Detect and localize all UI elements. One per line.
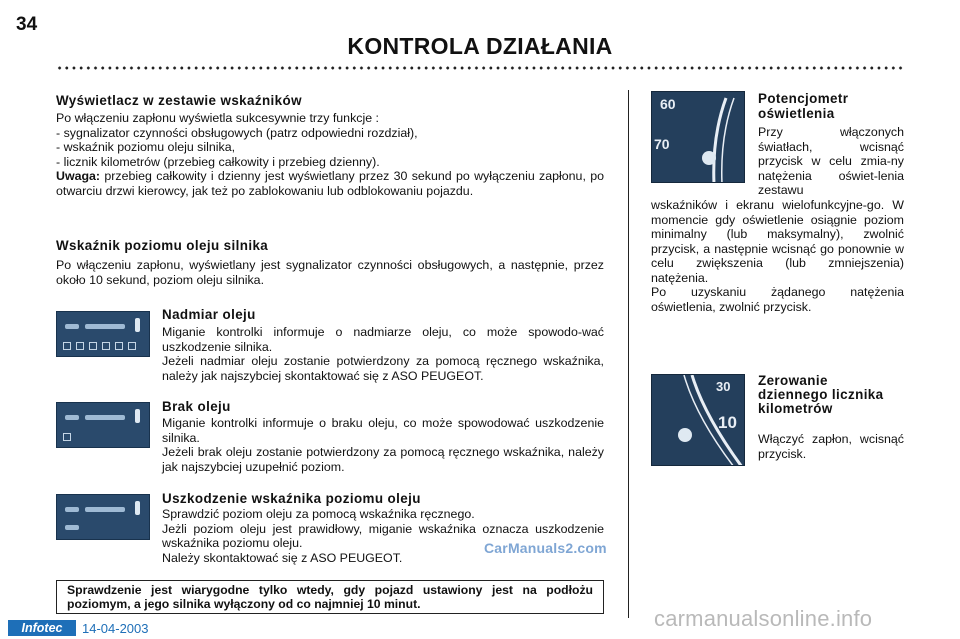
low-oil-display-image	[56, 402, 150, 448]
rheostat-gauge-image	[651, 91, 745, 183]
display-line: Po włączeniu zapłonu wyświetla sukcesywnie trzy funkcje :	[56, 111, 379, 125]
gauge-label: 10	[718, 413, 737, 432]
display-text	[56, 111, 604, 199]
trip-reset-text: Włączyć zapłon, wcisnąć przycisk.	[758, 432, 904, 461]
rheostat-after: Po uzyskaniu żądanego natężenia oświetlenia, zwolnić przycisk.	[651, 285, 904, 314]
trip-reset-gauge-image	[651, 374, 745, 466]
faulty-indicator-line: Sprawdzić poziom oleju za pomocą wskaźnika ręcznego.	[162, 507, 475, 521]
low-oil-text	[162, 416, 604, 474]
excess-oil-line: Jeżeli nadmiar oleju zostanie potwierdzony za pomocą ręcznego wskaźnika, należy jak najszybciej skontaktować się z ASO PEUGEOT.	[162, 354, 604, 383]
excess-oil-display-image	[56, 311, 150, 357]
faulty-indicator-display-image	[56, 494, 150, 540]
excess-oil-line: Miganie kontrolki informuje o nadmiarze oleju, co może spowodo-wać uszkodzenie silnika.	[162, 325, 604, 354]
trip-reset-heading: Zerowanie dziennego licznika kilometrów	[758, 373, 884, 416]
gauge-label: 30	[716, 379, 731, 394]
infotec-logo: Infotec	[8, 620, 76, 636]
dotted-divider	[56, 64, 904, 72]
gauge-label: 60	[660, 96, 676, 112]
excess-oil-heading: Nadmiar oleju	[162, 307, 256, 322]
display-line: - wskaźnik poziomu oleju silnika,	[56, 140, 236, 155]
faulty-indicator-line: Należy skontaktować się z ASO PEUGEOT.	[162, 550, 403, 565]
watermark-carmanualsonline: carmanualsonline.info	[654, 606, 873, 631]
faulty-indicator-heading: Uszkodzenie wskaźnika poziomu oleju	[162, 491, 421, 506]
rheostat-heading: Potencjometr oświetlenia	[758, 91, 849, 121]
faulty-indicator-line: Jeżli poziom oleju jest prawidłowy, miganie wskaźnika oznacza uszkodzenie wskaźnika poziomu oleju.	[162, 521, 604, 551]
column-divider	[628, 90, 629, 618]
oil-indicator-heading: Wskaźnik poziomu oleju silnika	[56, 238, 269, 253]
faulty-indicator-text	[162, 507, 604, 565]
low-oil-line: Jeżeli brak oleju zostanie potwierdzony za pomocą ręcznego wskaźnika, należy jak najszybciej uzupełnić poziom.	[162, 445, 604, 474]
display-line: - licznik kilometrów (przebieg całkowity i przebieg dzienny).	[56, 154, 380, 169]
watermark-carmanuals2: CarManuals2.com	[484, 540, 607, 556]
note-label: Uwaga:	[56, 169, 101, 184]
page-title: KONTROLA DZIAŁANIA	[347, 33, 613, 59]
gauge-label: 70	[654, 136, 670, 152]
footer-date: 14-04-2003	[82, 621, 149, 636]
display-note	[56, 169, 604, 198]
display-line: - sygnalizator czynności obsługowych (patrz odpowiedni rozdział),	[56, 125, 418, 140]
low-oil-heading: Brak oleju	[162, 399, 231, 414]
notice-box: Sprawdzenie jest wiarygodne tylko wtedy, gdy pojazd ustawiony jest na podłożu poziomym, a jego silnika wyłączony od co najmniej 10 minut.	[56, 580, 604, 614]
rheostat-text: wskaźników i ekranu wielofunkcyjne-go. W momencie gdy oświetlenie osiągnie poziom minimalny (lub maksymalny), zwolnić przycisk, a następnie wcisnąć go ponownie w celu zwiększenia (lub zmniejszenia) natężenia.	[651, 198, 904, 285]
display-heading: Wyświetlacz w zestawie wskaźników	[56, 93, 302, 108]
rheostat-intro: Przy włączonych światłach, wcisnąć przycisk w celu zmia-ny natężenia oświet-lenia zestawu	[758, 125, 904, 198]
note-text: przebieg całkowity i dzienny jest wyświetlany przez 30 sekund po wyłączeniu zapłonu, po otwarciu drzwi kierowcy, jak też po zablokowaniu lub odblokowaniu pojazdu.	[56, 169, 604, 198]
page-number: 34	[16, 14, 38, 35]
oil-indicator-text: Po włączeniu zapłonu, wyświetlany jest sygnalizator czynności obsługowych, a następnie, przez około 10 sekund, poziom oleju silnika.	[56, 258, 604, 287]
excess-oil-text	[162, 325, 604, 383]
low-oil-line: Miganie kontrolki informuje o braku oleju, co może spowodować uszkodzenie silnika.	[162, 416, 604, 445]
